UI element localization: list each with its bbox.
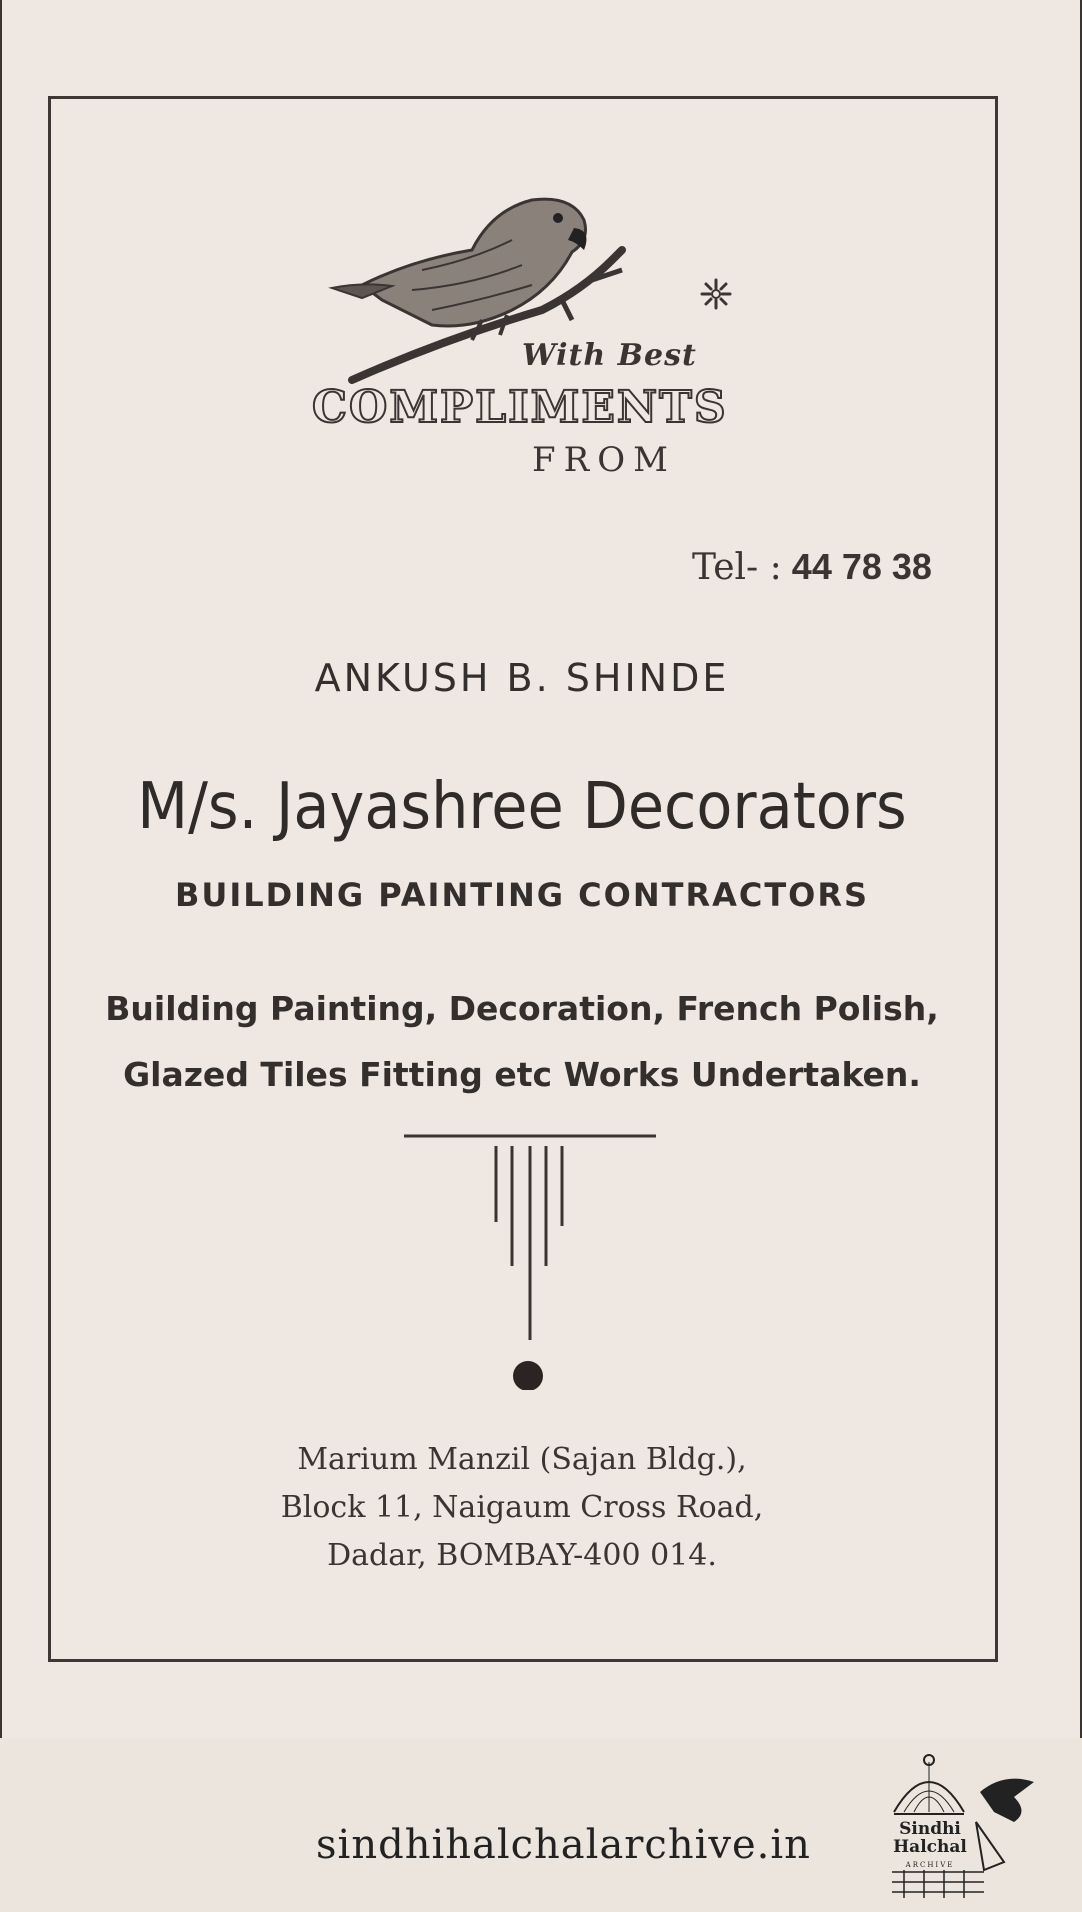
logo-subtitle: ARCHIVE	[905, 1861, 955, 1869]
address-line-2: Block 11, Naigaum Cross Road,	[280, 1490, 764, 1525]
address-line-3: Dadar, BOMBAY-400 014.	[327, 1538, 717, 1573]
proprietor-name: ANKUSH B. SHINDE	[314, 656, 730, 700]
address-block	[2, 1436, 1042, 1580]
services-line-1: Building Painting, Decoration, French Polish,	[105, 989, 939, 1028]
flower-ornament-icon	[698, 276, 734, 312]
telephone-label: Tel- :	[692, 547, 782, 588]
firm-name: M/s. Jayashree Decorators	[137, 770, 907, 844]
address-line-1: Marium Manzil (Sajan Bldg.),	[297, 1442, 747, 1477]
greeting-text: With Best	[522, 338, 697, 373]
services-line-2: Glazed Tiles Fitting etc Works Undertaken.	[123, 1055, 921, 1094]
line-ornament-icon	[400, 1130, 660, 1390]
archive-url-link[interactable]: sindhihalchalarchive.in	[316, 1822, 811, 1868]
compliments-heading: COMPLIMENTS	[312, 382, 728, 433]
telephone	[692, 546, 932, 588]
trade-description: BUILDING PAINTING CONTRACTORS	[174, 876, 870, 914]
services-list	[2, 976, 1042, 1108]
logo-line-2: Halchal	[893, 1837, 967, 1857]
telephone-number: 44 78 38	[791, 546, 932, 587]
logo-wordmark	[890, 1820, 970, 1874]
from-text: FROM	[532, 440, 676, 480]
logo-line-1: Sindhi	[899, 1819, 961, 1839]
